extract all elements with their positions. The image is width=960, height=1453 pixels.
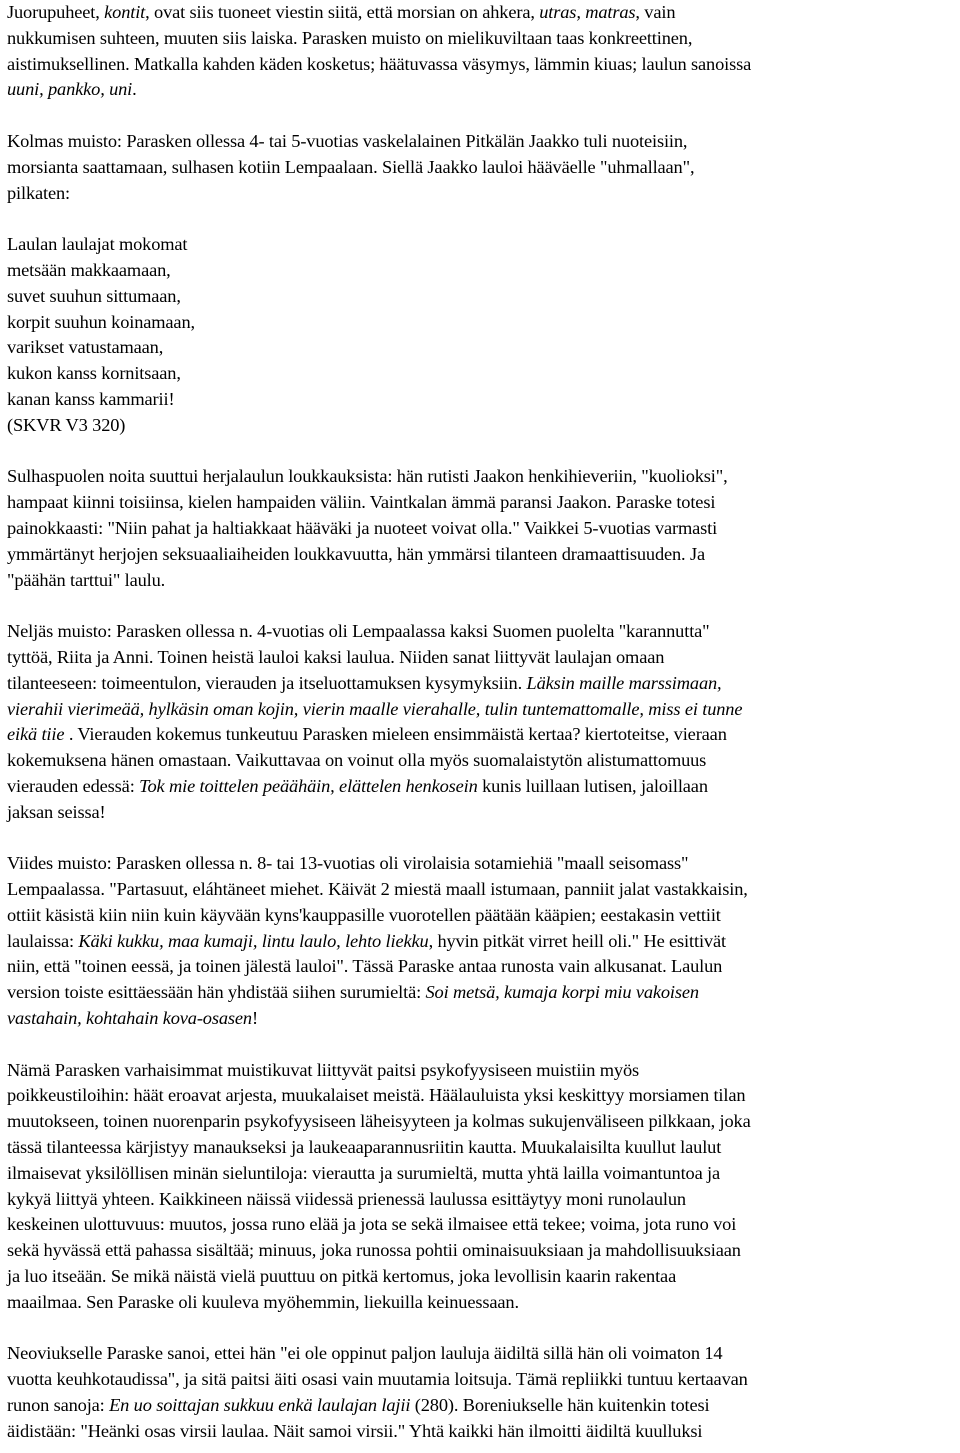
text-line [7, 26, 955, 52]
text-run: , hyvin pitkät virret heill oli." He esittivät [428, 930, 726, 951]
text-run: kunis luillaan lutisen, jaloillaan [477, 775, 708, 796]
text-line [7, 722, 955, 748]
text-line [7, 929, 955, 955]
paragraph-2 [7, 129, 955, 206]
text-line [7, 954, 955, 980]
text-line [7, 1006, 955, 1032]
text-line [7, 1419, 955, 1445]
text-run: kokemuksena hänen omastaan. Vaikuttavaa on voinut olla myös suomalaistytön alistumattomuus [7, 750, 707, 771]
document-page [7, 0, 955, 1445]
text-run: runon sanoja: [7, 1395, 110, 1416]
text-run: Nämä Parasken varhaisimmat muistikuvat liittyvät paitsi psykofyysiseen muistiin myös [7, 1059, 640, 1080]
paragraph-6 [7, 1058, 955, 1316]
text-line [7, 1161, 955, 1187]
text-run: Sulhaspuolen noita suuttui herjalaulun loukkauksista: hän rutisti Jaakon henkihieveriin, "kuolioksi", [7, 466, 728, 487]
text-run: pilkaten: [7, 182, 70, 203]
text-line [7, 1109, 955, 1135]
text-line [7, 851, 955, 877]
text-run: Neljäs muisto: Parasken ollessa n. 4-vuotias oli Lempaalassa kaksi Suomen puolelta "karannutta" [7, 621, 710, 642]
text-run: "päähän tarttui" laulu. [7, 569, 166, 590]
text-line [7, 1341, 955, 1367]
text-run: ilmaisevat yksilöllisen minän sieluntiloja: vierautta ja surumieltä, mutta yhtä lailla voimantuntoa ja [7, 1162, 721, 1183]
text-line [7, 568, 955, 594]
poem-line: varikset vatustamaan, [7, 337, 164, 358]
text-run: hampaat kiinni toisiinsa, kielen hampaiden väliin. Vaintkalan ämmä paransi Jaakon. Paraske totesi [7, 492, 716, 513]
text-run: version toiste esittäessään hän yhdistää siihen surumieltä: [7, 982, 426, 1003]
italic-run: uuni, pankko, uni [7, 79, 133, 100]
text-run: (280). Boreniukselle hän kuitenkin totesi [410, 1395, 710, 1416]
text-run: vuotta keuhkotaudissa", ja sitä paitsi äiti osasi vain muutamia loitsuja. Tämä repliikki tuntuu kertaavan [7, 1369, 748, 1390]
italic-run: Läksin maille marssimaan, [526, 672, 722, 693]
poem-line: kukon kanss kornitsaan, [7, 363, 181, 384]
text-line [7, 1290, 955, 1316]
text-run: keskeinen ulottuvuus: muutos, jossa runo elää ja jota se sekä ilmaisee että tekee; voima, jota runo voi [7, 1214, 737, 1235]
text-line [7, 542, 955, 568]
paragraph-5 [7, 851, 955, 1032]
paragraph-7 [7, 1341, 955, 1444]
text-line [7, 0, 955, 26]
text-line [7, 1058, 955, 1084]
text-run: Viides muisto: Parasken ollessa n. 8- tai 13-vuotias oli virolaisia sotamiehiä "maall seisomass" [7, 853, 689, 874]
text-line [7, 1212, 955, 1238]
text-line [7, 52, 955, 78]
text-run: ! [251, 1008, 258, 1029]
paragraph-4 [7, 619, 955, 825]
text-line [7, 748, 955, 774]
text-line [7, 774, 955, 800]
poem-line: Laulan laulajat mokomat [7, 234, 188, 255]
paragraph-3 [7, 464, 955, 593]
poem-line: kanan kanss kammarii! [7, 388, 175, 409]
text-run: vierauden edessä: [7, 775, 140, 796]
poem-line: (SKVR V3 320) [7, 414, 126, 435]
italic-run: eikä tiie [7, 724, 65, 745]
italic-run: vastahain, kohtahain kova-osasen [7, 1008, 252, 1029]
text-run: jaksan seissa! [7, 801, 106, 822]
text-run: Juorupuheet, [7, 2, 105, 22]
text-line [7, 877, 955, 903]
text-run: äidistään: "Heänki osas virsii laulaa. Näit samoi virsii." Yhtä kaikki hän ilmoitti äidiltä kuulluksi [7, 1420, 703, 1441]
paragraph-1 [7, 0, 955, 103]
text-line [7, 1264, 955, 1290]
poem-line: suvet suuhun sittumaan, [7, 285, 181, 306]
text-line [7, 1187, 955, 1213]
poem-block [7, 232, 955, 438]
italic-run: vierahii vierimeää, hylkäsin oman kojin, vierin maalle vierahalle, tulin tuntemattomalle, miss ei tunne [7, 698, 743, 719]
text-run: painokkaasti: "Niin pahat ja haltiakkaat hääväki ja nuoteet voivat olla." Vaikkei 5-vuotias varmasti [7, 517, 718, 538]
text-line [7, 77, 955, 103]
text-run: poikkeustiloihin: häät eroavat arjesta, muukalaiset meistä. Häälauluista yksi keskittyy morsiamen tilan [7, 1085, 746, 1106]
text-run: tyttöä, Riita ja Anni. Toinen heistä lauloi kaksi laulua. Niiden sanat liittyvät laulajan omaan [7, 646, 665, 667]
italic-run: Tok mie toittelen peäähäin, elättelen henkosein [139, 775, 478, 796]
text-run: ja luo itseään. Se mikä näistä vielä puuttuu on pitkä kertomus, joka levollisin kaarin rakentaa [7, 1266, 677, 1287]
text-run: nukkumisen suhteen, muuten siis laiska. Parasken muisto on mielikuviltaan taas konkreettinen, [7, 27, 693, 48]
text-line [7, 619, 955, 645]
text-run: tässä tilanteessa kärjistyy manaukseksi ja laukeaaparannusriitin kautta. Muukalaisilta kuullut laulut [7, 1137, 722, 1158]
text-line [7, 645, 955, 671]
text-run: , ovat siis tuoneet viestin siitä, että morsian on ahkera, [145, 2, 540, 22]
italic-run: kontit [104, 2, 146, 22]
text-line [7, 697, 955, 723]
text-line [7, 129, 955, 155]
italic-run: Soi metsä, kumaja korpi miu vakoisen [425, 982, 699, 1003]
text-run: laulaissa: [7, 930, 79, 951]
text-line [7, 1083, 955, 1109]
text-run: Neoviukselle Paraske sanoi, ettei hän "ei ole oppinut paljon lauluja äidiltä sillä hän oli voimaton 14 [7, 1343, 723, 1364]
text-run: niin, että "toinen eessä, ja toinen jälestä lauloi". Tässä Paraske antaa runosta vain alkusanat. Laulun [7, 956, 723, 977]
text-line [7, 464, 955, 490]
text-run: ymmärtänyt herjojen seksuaaliaiheiden loukkavuutta, hän ymmärsi tilanteen dramaattisuuden. Ja [7, 543, 705, 564]
text-line [7, 516, 955, 542]
text-run: aistimuksellinen. Matkalla kahden käden kosketus; häätuvassa väsymys, lämmin kiuas; laulun sanoissa [7, 53, 752, 74]
text-run: ottiit käsistä kiin niin kuin käyvään kyns'kauppasille vuorotellen päätään kääpien; eestakasin vettiit [7, 904, 721, 925]
text-run: muutokseen, toinen nuorenparin psykofyysiseen läheisyyteen ja kolmas sukujenväliseen pilkkaan, joka [7, 1111, 751, 1132]
text-line [7, 1367, 955, 1393]
text-line [7, 800, 955, 826]
text-line [7, 181, 955, 207]
text-run: tilanteeseen: toimeentulon, vierauden ja itseluottamuksen kysymyksiin. [7, 672, 527, 693]
text-run: . [132, 79, 137, 100]
text-line [7, 1393, 955, 1419]
text-run: Kolmas muisto: Parasken ollessa 4- tai 5-vuotias vaskelalainen Pitkälän Jaakko tuli nuoteisiin, [7, 130, 688, 151]
poem-line: korpit suuhun koinamaan, [7, 311, 195, 332]
italic-run: Käki kukku, maa kumaji, lintu laulo, lehto liekku [78, 930, 429, 951]
text-line [7, 671, 955, 697]
text-run: Lempaalassa. "Partasuut, eláhtäneet miehet. Käivät 2 miestä maall istumaan, panniit jalat vastakkaisin, [7, 879, 748, 900]
italic-run: En uo soittajan sukkuu enkä laulajan lajii [109, 1395, 411, 1416]
poem-line: metsään makkaamaan, [7, 259, 171, 280]
text-run: sekä hyvässä että pahassa sisältää; minuus, joka runossa pohtii ominaisuuksiaan ja mahdollisuuksiaan [7, 1240, 741, 1261]
text-run: , vain [635, 2, 676, 22]
text-line [7, 980, 955, 1006]
text-line [7, 1135, 955, 1161]
italic-run: utras, matras [539, 2, 636, 22]
text-run: . Vierauden kokemus tunkeutuu Parasken mieleen ensimmäistä kertaa? kiertoteitse, vieraan [64, 724, 727, 745]
text-line [7, 1238, 955, 1264]
text-line [7, 155, 955, 181]
text-line [7, 903, 955, 929]
text-run: maailmaa. Sen Paraske oli kuuleva myöhemmin, liekuilla keinuessaan. [7, 1291, 519, 1312]
text-run: kykyä liittyä yhteen. Kaikkineen näissä viidessä prienessä laulussa esittäytyy moni runolaulun [7, 1188, 686, 1209]
text-line [7, 490, 955, 516]
text-run: morsianta saattamaan, sulhasen kotiin Lempaalaan. Siellä Jaakko lauloi hääväelle "uhmallaan", [7, 156, 695, 177]
